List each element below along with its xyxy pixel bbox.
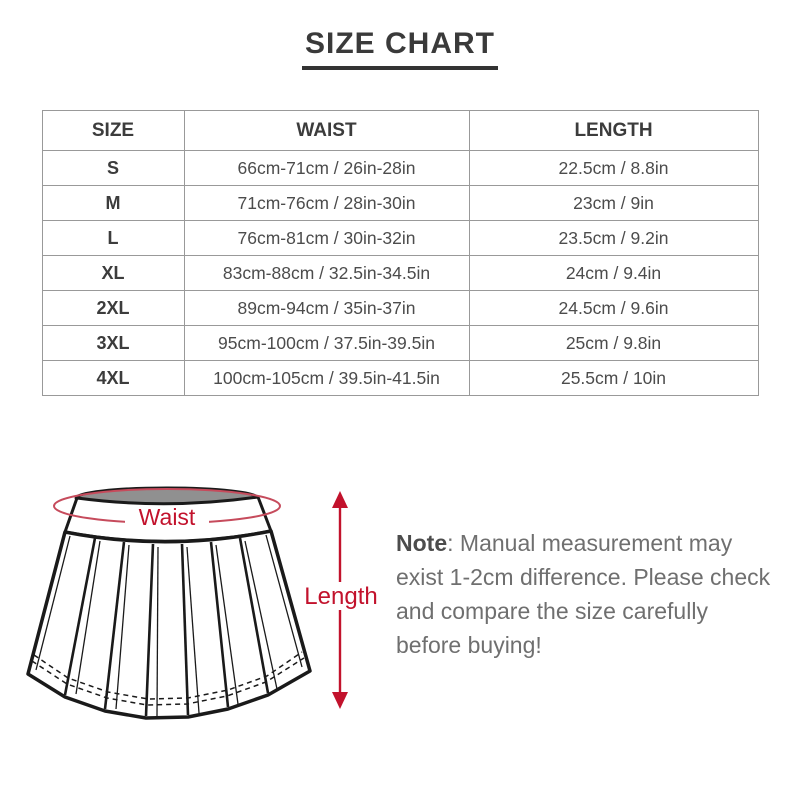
waist-cell: 89cm-94cm / 35in-37in: [184, 291, 469, 326]
arrowhead-down-icon: [332, 692, 348, 709]
table-row: [42, 291, 758, 326]
column-header-waist: WAIST: [184, 111, 469, 151]
size-cell: XL: [42, 256, 184, 291]
length-cell: 22.5cm / 8.8in: [469, 151, 758, 186]
table-row: [42, 151, 758, 186]
length-label: Length: [304, 583, 378, 610]
waist-cell: 76cm-81cm / 30in-32in: [184, 221, 469, 256]
column-header-length: LENGTH: [469, 111, 758, 151]
size-cell: L: [42, 221, 184, 256]
size-cell: 3XL: [42, 326, 184, 361]
size-cell: S: [42, 151, 184, 186]
size-cell: M: [42, 186, 184, 221]
waist-cell: 95cm-100cm / 37.5in-39.5in: [184, 326, 469, 361]
size-cell: 4XL: [42, 361, 184, 396]
waist-cell: 66cm-71cm / 26in-28in: [184, 151, 469, 186]
size-cell: 2XL: [42, 291, 184, 326]
size-table: [42, 110, 759, 396]
skirt-illustration: [15, 458, 385, 748]
table-row: [42, 361, 758, 396]
note-block: [396, 526, 776, 662]
table-row: [42, 186, 758, 221]
page-title: SIZE CHART: [302, 27, 498, 70]
length-cell: 25cm / 9.8in: [469, 326, 758, 361]
length-cell: 23cm / 9in: [469, 186, 758, 221]
table-row: [42, 221, 758, 256]
column-header-size: SIZE: [42, 111, 184, 151]
length-cell: 24cm / 9.4in: [469, 256, 758, 291]
length-cell: 23.5cm / 9.2in: [469, 221, 758, 256]
note-label: Note: [396, 530, 448, 556]
waist-label: Waist: [138, 504, 196, 530]
note-text: : Manual measurement may exist 1-2cm difference. Please check and compare the size carefully before buying!: [396, 530, 771, 658]
table-row: [42, 326, 758, 361]
length-cell: 25.5cm / 10in: [469, 361, 758, 396]
waist-cell: 100cm-105cm / 39.5in-41.5in: [184, 361, 469, 396]
waist-cell: 71cm-76cm / 28in-30in: [184, 186, 469, 221]
length-cell: 24.5cm / 9.6in: [469, 291, 758, 326]
table-header-row: [42, 111, 758, 151]
waist-cell: 83cm-88cm / 32.5in-34.5in: [184, 256, 469, 291]
length-arrow: [303, 491, 379, 709]
table-row: [42, 256, 758, 291]
title-wrap: [0, 0, 800, 70]
arrowhead-up-icon: [332, 491, 348, 508]
